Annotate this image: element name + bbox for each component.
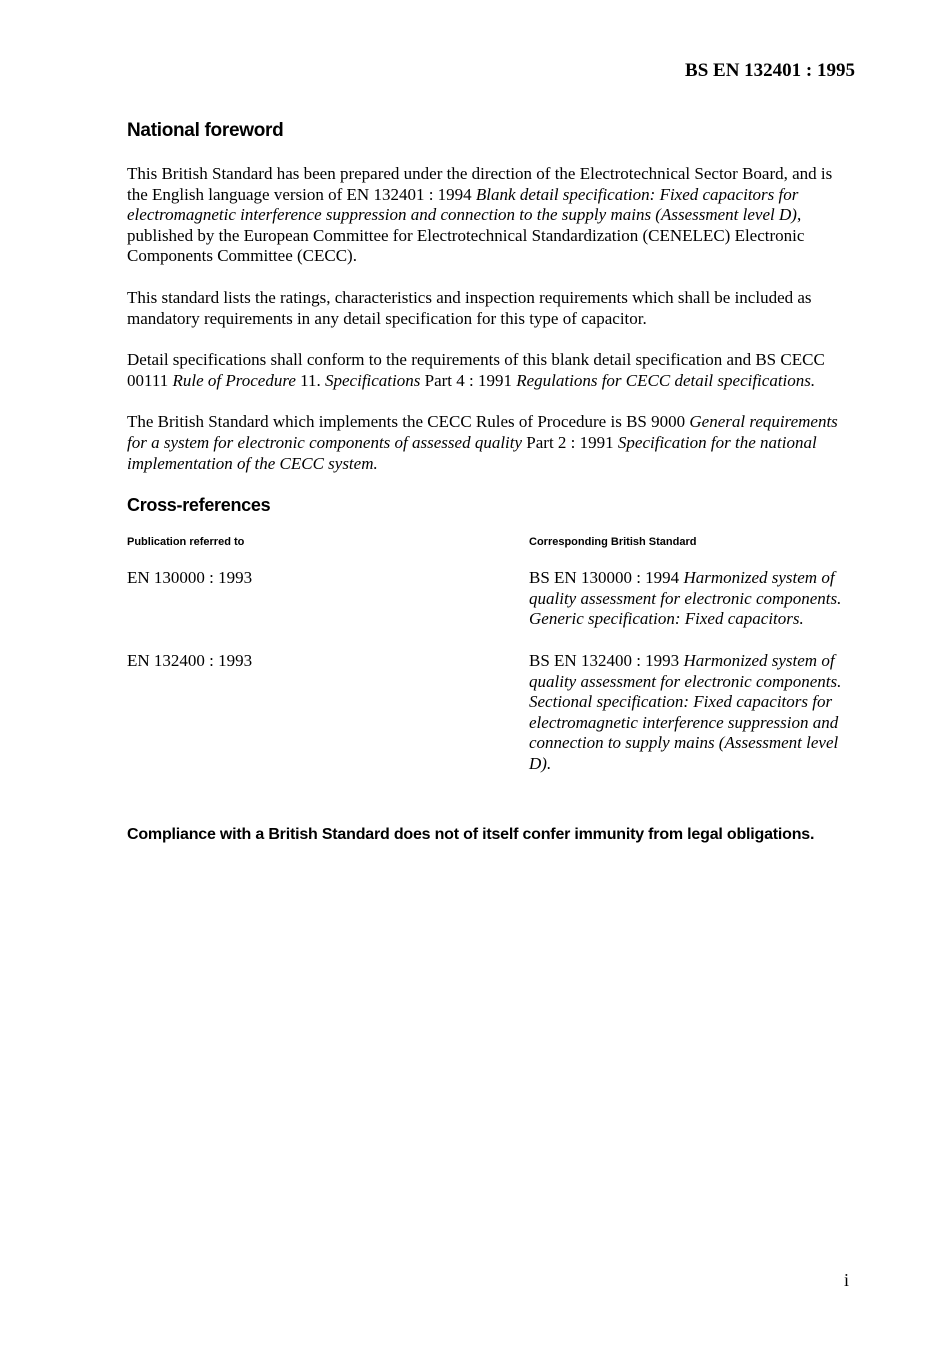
foreword-p3-num: 11. — [295, 370, 325, 390]
british-standard-reference — [529, 651, 849, 775]
foreword-p4-part: Part 2 : 1991 — [522, 432, 618, 452]
compliance-notice: Compliance with a British Standard does not of itself confer immunity from legal obligations. — [127, 826, 815, 844]
cross-reference-row — [127, 651, 857, 775]
foreword-p3-regulations: Regulations for CECC detail specifications. — [516, 370, 816, 390]
foreword-paragraph-3 — [127, 350, 852, 391]
page-content — [127, 120, 857, 845]
column-header-publication: Publication referred to — [127, 536, 245, 549]
cross-reference-header — [127, 536, 857, 548]
bs-title: Harmonized system of quality assessment for electronic components. Generic specification: Fixed capacitors. — [529, 568, 842, 629]
foreword-paragraph-4 — [127, 412, 852, 474]
bs-title: Harmonized system of quality assessment for electronic components. Sectional specification: Fixed capacitors for electromagnetic interference suppression and connection to supply mains (Assessment level D). — [529, 650, 842, 773]
section-title-cross-references: Cross-references — [127, 495, 271, 516]
document-identifier: BS EN 132401 : 1995 — [685, 60, 855, 81]
foreword-p3-spec: Specifications — [325, 370, 421, 390]
foreword-paragraph-2: This standard lists the ratings, characteristics and inspection requirements which shall be included as mandatory requirements in any detail specification for this type of capacitor. — [127, 287, 812, 328]
british-standard-reference — [529, 568, 849, 630]
foreword-paragraph-1 — [127, 164, 852, 267]
foreword-p4-general: General requirements for a system for electronic components of assessed quality — [127, 412, 838, 452]
page-number: i — [844, 1270, 850, 1290]
foreword-p3-rule: Rule of Procedure — [172, 370, 296, 390]
cross-reference-row — [127, 568, 857, 630]
section-title-national-foreword: National foreword — [127, 120, 284, 141]
foreword-p4-text: The British Standard which implements the CECC Rules of Procedure is BS 9000 — [127, 412, 690, 432]
foreword-p1-title: Blank detail specification: Fixed capacitors for electromagnetic interference suppression and connection to the supply mains (Assessment level D) — [127, 184, 799, 225]
publication-reference: EN 132400 : 1993 — [127, 650, 253, 670]
foreword-p1-text-end: , published by the European Committee for Electrotechnical Standardization (CENELEC) Electronic Components Committee (CECC). — [127, 205, 805, 266]
foreword-p3-part: Part 4 : 1991 — [420, 370, 517, 390]
publication-reference: EN 130000 : 1993 — [127, 568, 253, 588]
bs-number: BS EN 130000 : 1994 — [529, 568, 684, 588]
bs-number: BS EN 132400 : 1993 — [529, 650, 684, 670]
foreword-p1-text: This British Standard has been prepared under the direction of the Electrotechnical Sector Board, and is the English language version of EN 132401 : 1994 — [127, 164, 833, 204]
column-header-british-standard: Corresponding British Standard — [529, 536, 697, 549]
foreword-p4-spec: Specification for the national implementation of the CECC system. — [127, 432, 817, 473]
foreword-p3-text: Detail specifications shall conform to the requirements of this blank detail specification and BS CECC 00111 — [127, 350, 825, 390]
